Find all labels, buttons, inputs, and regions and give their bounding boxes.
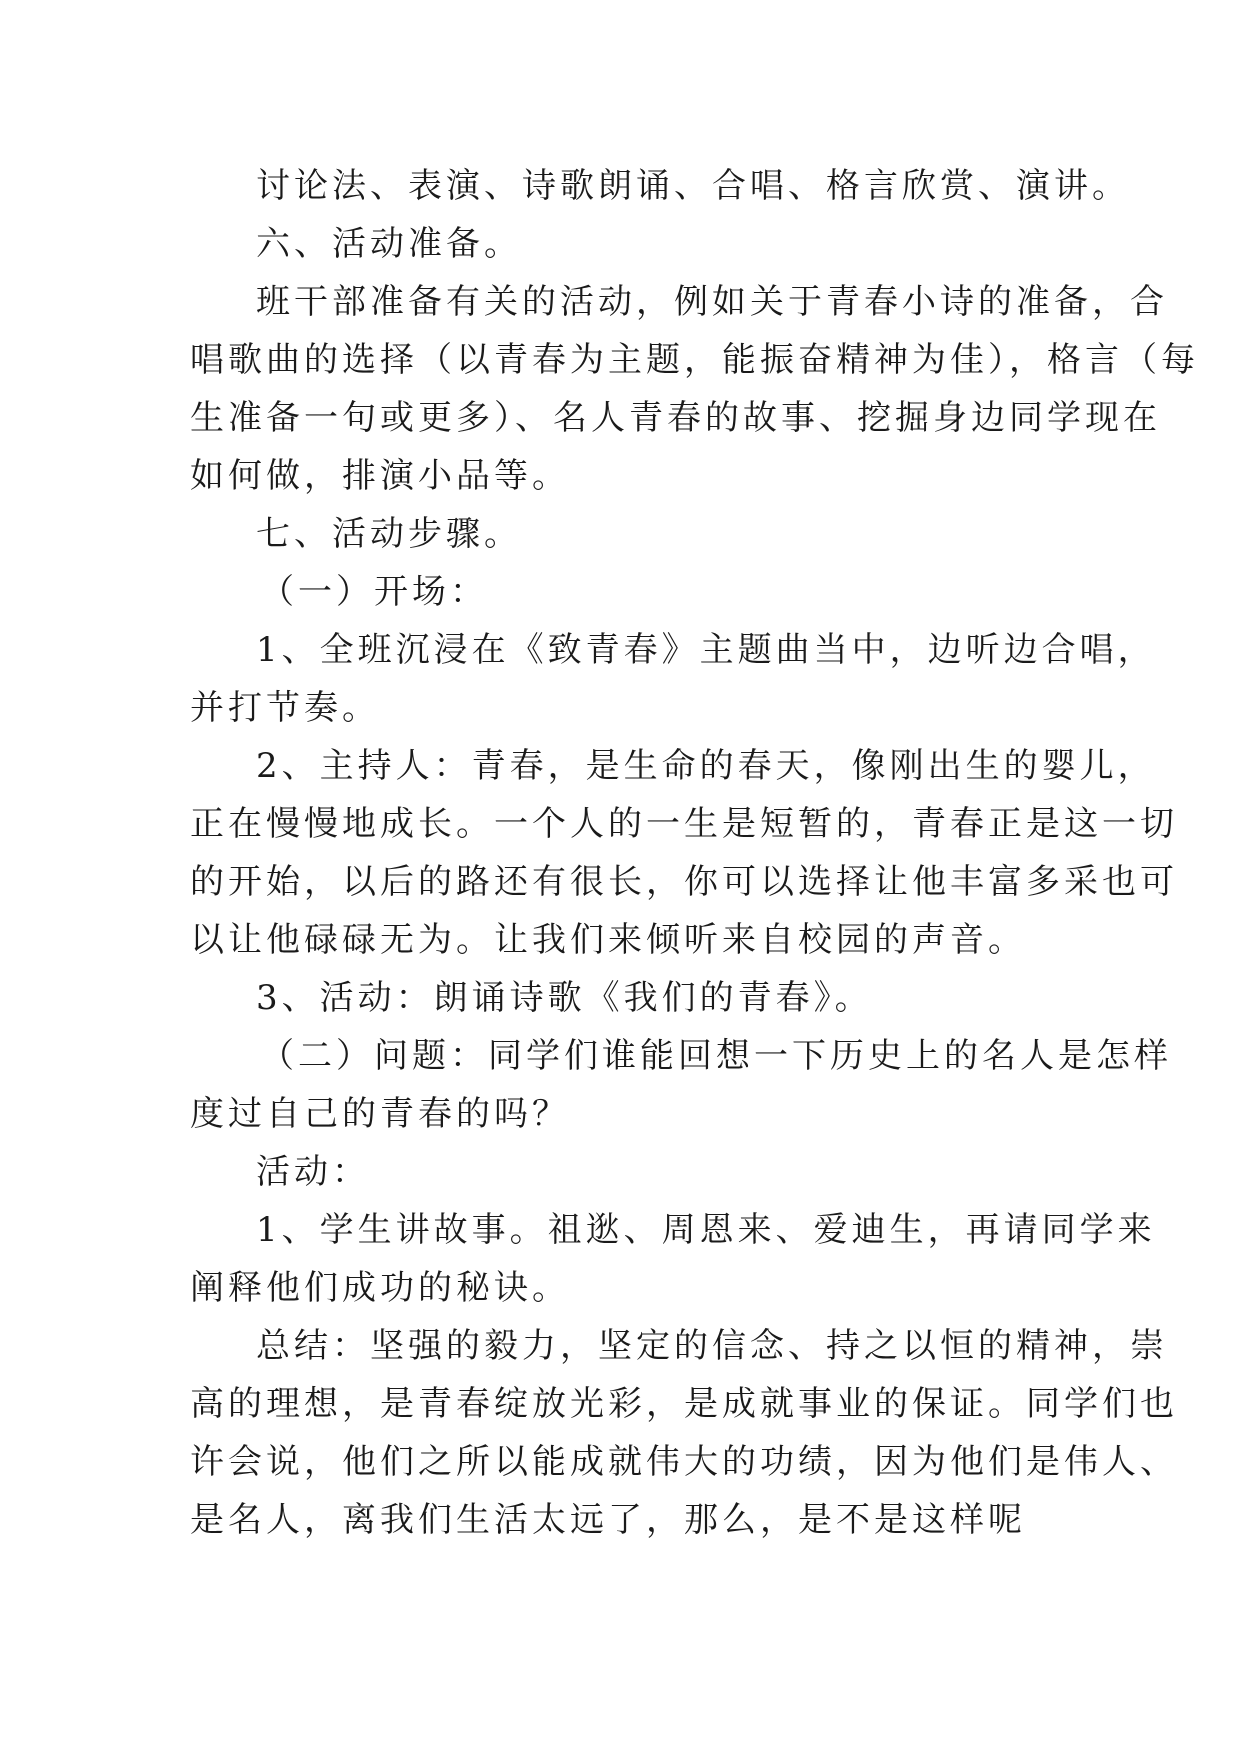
text-line: 2、主持人：青春，是生命的春天，像刚出生的婴儿， — [256, 746, 1156, 786]
text-line: 正在慢慢地成长。一个人的一生是短暂的，青春正是这一切 — [190, 804, 1178, 844]
text-line: 活动： — [256, 1152, 370, 1192]
text-line: 如何做，排演小品等。 — [190, 456, 570, 496]
section-heading: 七、活动步骤。 — [256, 514, 522, 554]
text-line: 是名人，离我们生活太远了，那么，是不是这样呢 — [190, 1500, 1026, 1540]
text-line: 的开始，以后的路还有很长，你可以选择让他丰富多采也可 — [190, 862, 1178, 902]
text-line: 生准备一句或更多）、名人青春的故事、挖掘身边同学现在 — [190, 398, 1161, 438]
subsection-heading: （二）问题：同学们谁能回想一下历史上的名人是怎样 — [260, 1036, 1172, 1076]
text-line: 高的理想，是青春绽放光彩，是成就事业的保证。同学们也 — [190, 1384, 1178, 1424]
section-heading: 六、活动准备。 — [256, 224, 522, 264]
text-line: 总结：坚强的毅力，坚定的信念、持之以恒的精神，崇 — [256, 1326, 1168, 1366]
text-line: 以让他碌碌无为。让我们来倾听来自校园的声音。 — [190, 920, 1026, 960]
text-line: 并打节奏。 — [190, 688, 380, 728]
text-line: 度过自己的青春的吗？ — [190, 1094, 570, 1134]
text-line: 1、全班沉浸在《致青春》主题曲当中，边听边合唱， — [256, 630, 1156, 670]
text-line: 1、学生讲故事。祖逖、周恩来、爱迪生，再请同学来 — [256, 1210, 1156, 1250]
text-line: 3、活动：朗诵诗歌《我们的青春》。 — [256, 978, 873, 1018]
text-line: 讨论法、表演、诗歌朗诵、合唱、格言欣赏、演讲。 — [256, 166, 1130, 206]
text-line: 班干部准备有关的活动，例如关于青春小诗的准备，合 — [256, 282, 1168, 322]
text-line: 阐释他们成功的秘诀。 — [190, 1268, 570, 1308]
text-line: 许会说，他们之所以能成就伟大的功绩，因为他们是伟人、 — [190, 1442, 1178, 1482]
text-line: 唱歌曲的选择（以青春为主题，能振奋精神为佳），格言（每 — [190, 340, 1199, 380]
subsection-heading: （一）开场： — [260, 572, 488, 612]
